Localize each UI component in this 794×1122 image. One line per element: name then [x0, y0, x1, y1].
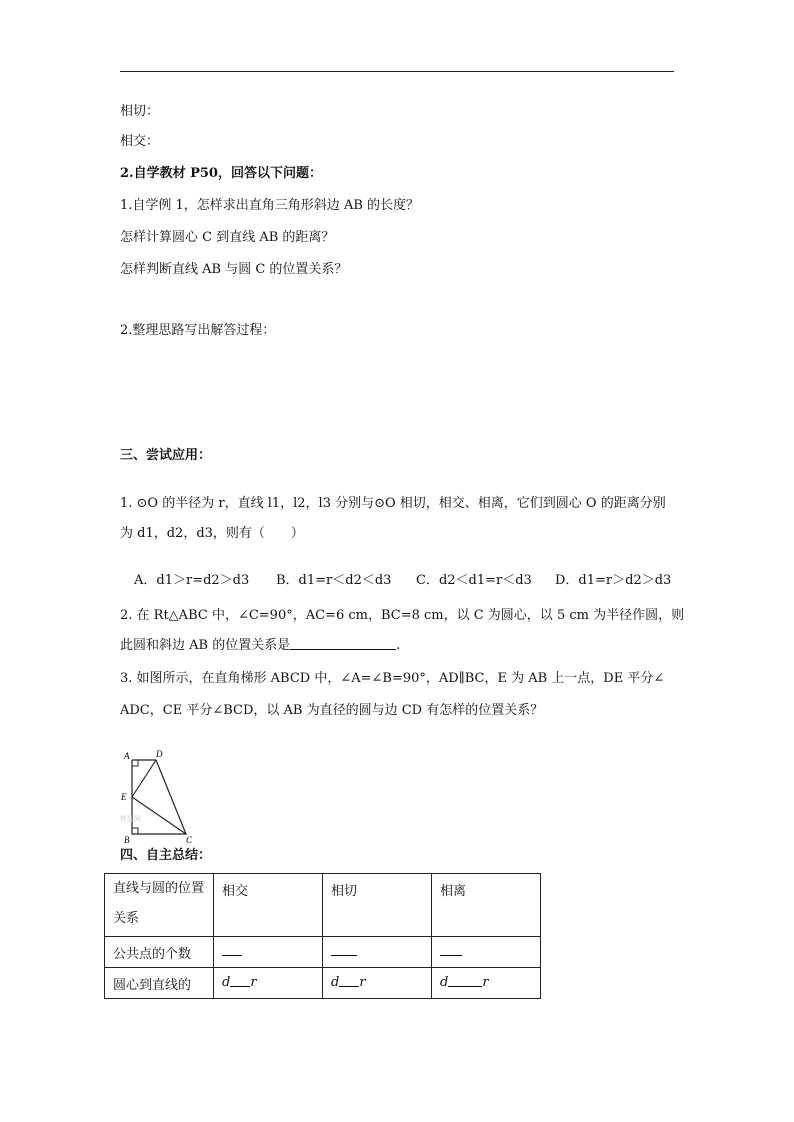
d-letter: d	[440, 975, 449, 990]
summary-table	[104, 873, 541, 999]
table-cell	[214, 968, 323, 999]
d-letter: d	[331, 975, 340, 990]
r-letter: r	[482, 975, 489, 990]
intersect-label: 相交：	[120, 134, 160, 149]
option-c: C．d2＜d1=r＜d3	[416, 573, 532, 588]
trapezoid-figure	[116, 745, 202, 845]
table-row	[105, 937, 541, 968]
table-row-label: 公共点的个数	[105, 937, 214, 968]
option-a: A．d1＞r=d2＞d3	[134, 573, 250, 588]
question-position: 怎样判断直线 AB 与圆 C 的位置关系？	[120, 262, 348, 277]
label-a: A	[124, 751, 130, 761]
table-header-cell: 相离	[432, 874, 541, 937]
table-cell	[432, 937, 541, 968]
problem2-line2	[120, 637, 400, 655]
answer-blank[interactable]	[290, 637, 396, 650]
table-header-cell: 直线与圆的位置关系	[105, 874, 214, 937]
table-header-cell: 相交	[214, 874, 323, 937]
table-row-label: 圆心到直线的	[105, 968, 214, 999]
answer-blank[interactable]	[230, 974, 250, 987]
right-angle-b	[132, 828, 138, 834]
label-c: C	[186, 835, 193, 845]
option-d: D．d1=r＞d2＞d3	[555, 573, 672, 588]
question-distance: 怎样计算圆心 C 到直线 AB 的距离？	[120, 230, 335, 245]
right-angle-a	[132, 760, 138, 766]
d-letter: d	[222, 975, 231, 990]
tangent-label: 相切：	[120, 104, 160, 119]
r-letter: r	[359, 975, 366, 990]
table-cell	[323, 968, 432, 999]
table-row	[105, 874, 541, 937]
table-row	[105, 968, 541, 999]
label-b: B	[124, 835, 130, 845]
option-b: B．d1=r＜d2＜d3	[276, 573, 392, 588]
answer-blank[interactable]	[339, 974, 359, 987]
problem1-line1: 1. ⊙O 的半径为 r，直线 l1，l2，l3 分别与⊙O 相切，相交、相离，它们到圆心 O 的距离分别	[120, 496, 666, 511]
period: .	[396, 638, 401, 653]
problem2-text: 此圆和斜边 AB 的位置关系是	[120, 638, 291, 653]
problem3-line1: 3. 如图所示，在直角梯形 ABCD 中，∠A=∠B=90°，AD∥BC，E 为 AB 上一点，DE 平分∠	[120, 671, 665, 686]
section2-heading: 2.自学教材 P50，回答以下问题：	[120, 166, 322, 181]
problem3-line2: ADC，CE 平分∠BCD，以 AB 为直径的圆与边 CD 有怎样的位置关系？	[120, 703, 544, 718]
question-hypotenuse: 1.自学例 1，怎样求出直角三角形斜边 AB 的长度？	[120, 198, 420, 213]
watermark-text: 铁狂网	[120, 815, 141, 823]
table-cell	[214, 937, 323, 968]
answer-blank[interactable]	[440, 943, 462, 956]
section4-heading: 四、自主总结：	[120, 848, 212, 863]
section3-heading: 三、尝试应用：	[120, 448, 212, 463]
answer-blank[interactable]	[448, 974, 482, 987]
label-d: D	[156, 749, 163, 759]
table-header-cell: 相切	[323, 874, 432, 937]
label-e: E	[121, 792, 127, 802]
table-cell	[432, 968, 541, 999]
problem1-line2: 为 d1，d2，d3，则有（ ）	[120, 526, 304, 541]
problem2-line1: 2. 在 Rt△ABC 中，∠C=90°，AC=6 cm，BC=8 cm，以 C 为圆心，以 5 cm 为半径作圆，则	[120, 608, 685, 623]
header-rule	[120, 71, 674, 72]
question-solution: 2.整理思路写出解答过程：	[120, 323, 276, 338]
table-cell	[323, 937, 432, 968]
answer-blank[interactable]	[331, 943, 357, 956]
r-letter: r	[250, 975, 257, 990]
answer-blank[interactable]	[222, 943, 242, 956]
